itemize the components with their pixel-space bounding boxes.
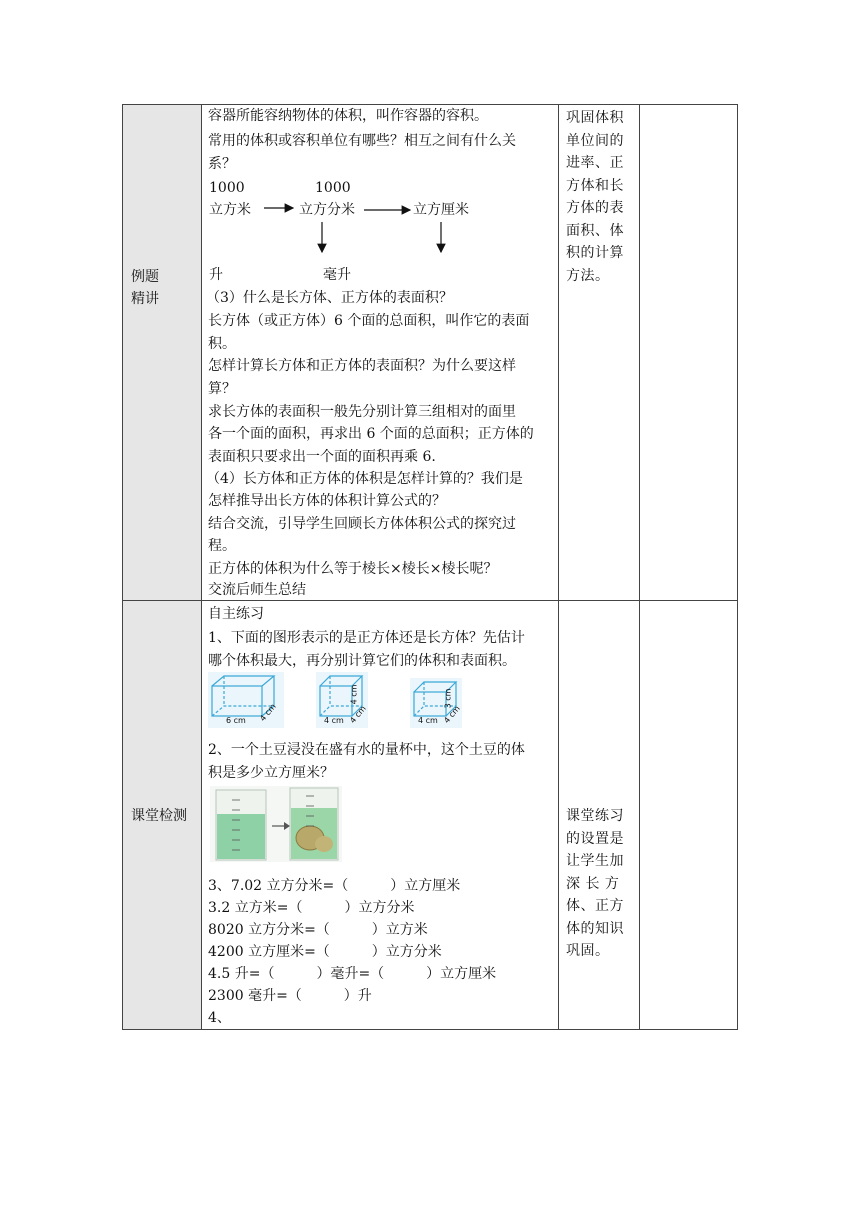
s1-line-2: 系？ [208,156,236,172]
unit-cubic-decimeter: 立方分米 [299,202,355,218]
cuboid-3-height-label: 3 cm [443,688,453,709]
unit-cubic-centimeter: 立方厘米 [413,202,469,218]
rate-label-1: 1000 [209,180,245,196]
table-border-right [737,104,738,1030]
s2-line-0: 自主练习 [208,606,264,622]
exercise-3-line-3: 4200 立方厘米=（ ）立方分米 [208,944,442,960]
cuboid-figure-3 [410,678,462,728]
section1-label [131,266,159,310]
cuboid-1-bottom-label: 6 cm [226,716,246,725]
table-col-divider-2 [558,104,559,1030]
s2-line-2: 哪个体积最大，再分别计算它们的体积和表面积。 [208,653,516,669]
s1-line2-0: （3）什么是长方体、正方体的表面积？ [206,290,453,306]
section2-notes [566,805,624,963]
s1-line-1: 常用的体积或容积单位有哪些？相互之间有什么关 [208,133,516,149]
section1-label-cell [123,105,201,600]
unit-milliliter: 毫升 [323,267,351,283]
exercise-4-line: 4、 [208,1010,231,1026]
cube-figure-2 [316,672,368,728]
exercise-3-line-0: 3、7.02 立方分米=（ ）立方厘米 [208,878,461,894]
rate-label-2: 1000 [315,180,351,196]
s2-line2-1: 积是多少立方厘米？ [208,765,334,781]
s1-note-6: 积的计算 [566,245,624,261]
s1-note-4: 方体的表 [566,200,624,216]
s2-note-2: 让学生加 [566,853,624,869]
s1-note-3: 方体和长 [566,177,624,194]
beakers-illustration [210,786,342,862]
s1-line2-10: 结合交流，引导学生回顾长方体体积公式的探究过 [208,516,516,532]
s2-note-3: 深 长 方 [566,875,620,892]
s1-note-5: 面积、体 [566,222,624,239]
s1-line2-9: 怎样推导出长方体的体积计算公式的？ [208,493,446,509]
s2-note-0: 课堂练习 [566,808,624,824]
diagram-arrows [200,190,500,270]
s1-line2-6: 各一个面的面积，再求出 6 个面的总面积；正方体的 [208,426,534,442]
s1-line2-12: 正方体的体积为什么等于棱长×棱长×棱长呢？ [208,561,498,577]
s2-line2-0: 2、一个土豆浸没在盛有水的量杯中，这个土豆的体 [208,742,525,758]
section2-label: 课堂检测 [131,808,187,824]
exercise-3-line-2: 8020 立方分米=（ ）立方米 [208,922,428,938]
s1-line2-13: 交流后师生总结 [208,582,306,598]
cuboid-figure-1 [208,672,284,728]
s1-note-7: 方法。 [566,267,610,284]
s1-line2-2: 积。 [208,336,236,352]
s1-line2-5: 求长方体的表面积一般先分别计算三组相对的面里 [208,404,516,420]
exercise-3-line-5: 2300 毫升=（ ）升 [208,988,372,1004]
cuboid-3-bottom-label: 4 cm [418,716,438,725]
cuboid-3-side-label: 4 cm [442,704,462,725]
s1-line2-3: 怎样计算长方体和正方体的表面积？为什么要这样 [208,358,516,374]
s1-line-0: 容器所能容纳物体的体积，叫作容器的容积。 [208,108,488,124]
cube-2-side-label: 4 cm [348,704,368,725]
s1-line2-4: 算？ [208,381,236,397]
s1-note-1: 单位间的 [566,132,624,149]
cube-2-height-label: 4 cm [349,684,359,705]
section1-label-line2: 精讲 [131,291,159,307]
s2-note-1: 的设置是 [566,830,624,847]
table-row-divider [122,600,738,601]
s1-line2-11: 程。 [208,538,236,554]
exercise-3-line-1: 3.2 立方米=（ ）立方分米 [208,900,415,916]
s1-note-0: 巩固体积 [566,110,624,126]
s1-line2-1: 长方体（或正方体）6 个面的总面积，叫作它的表面 [208,313,530,329]
s2-line-1: 1、下面的图形表示的是正方体还是长方体？先估计 [208,630,525,646]
measuring-cup-photo [210,786,342,862]
s2-note-5: 体的知识 [566,920,624,937]
unit-cubic-meter: 立方米 [209,202,251,218]
section1-notes [566,107,624,287]
s1-note-2: 进率、正 [566,155,624,171]
exercise-3-line-4: 4.5 升=（ ）毫升=（ ）立方厘米 [208,966,497,982]
section1-label-line1: 例题 [131,269,159,285]
table-col-divider-3 [639,104,640,1030]
s1-line2-7: 表面积只要求出一个面的面积再乘 6. [208,449,436,465]
unit-liter: 升 [209,267,223,283]
s2-note-4: 体、正方 [566,898,624,914]
s2-note-6: 巩固。 [566,943,610,959]
table-border-bottom [122,1029,738,1030]
table-border-left [122,104,123,1030]
cuboid-1-drawing [208,672,284,728]
cuboid-1-side-label: 4 cm [258,702,278,723]
table-border-top [122,104,738,105]
cube-2-bottom-label: 4 cm [324,716,344,725]
s1-line2-8: （4）长方体和正方体的体积是怎样计算的？我们是 [206,471,523,487]
